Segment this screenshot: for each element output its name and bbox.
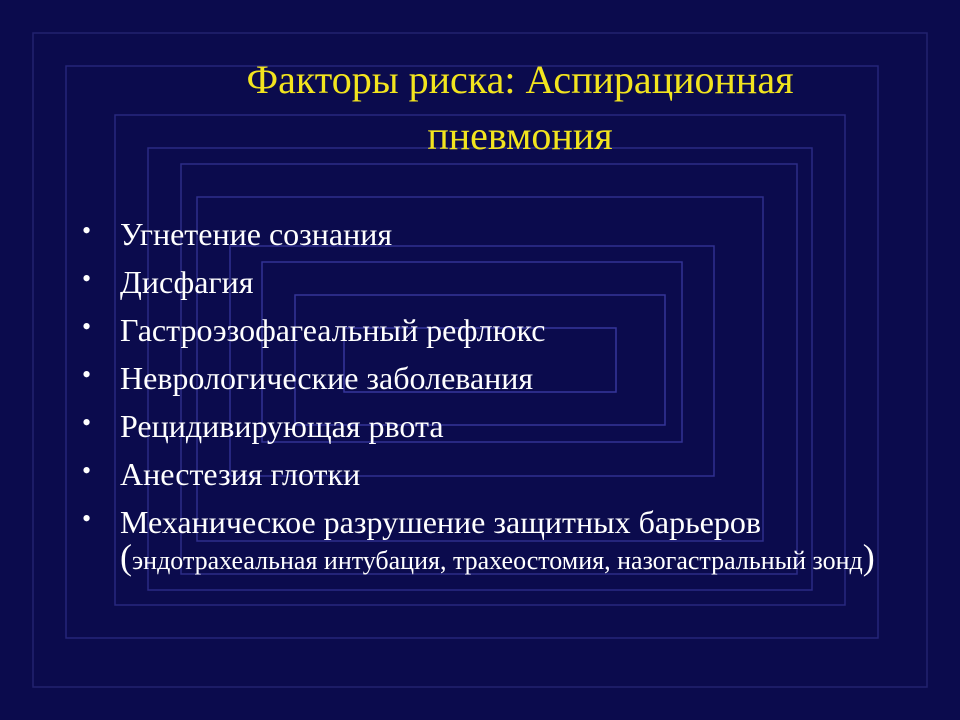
list-item	[78, 306, 918, 354]
list-item	[78, 354, 918, 402]
bullet-text: Рецидивирующая рвота	[120, 408, 444, 444]
bullet-text: Механическое разрушение защитных барьеров	[120, 504, 761, 540]
bullet-icon: •	[82, 408, 92, 437]
bullet-text: Гастроэзофагеальный рефлюкс	[120, 312, 546, 348]
bullet-icon: •	[82, 456, 92, 485]
note-open-paren: (	[120, 537, 132, 577]
bullet-icon: •	[82, 504, 92, 533]
bullet-icon: •	[82, 360, 92, 389]
list-item	[78, 210, 918, 258]
bullet-text: Дисфагия	[120, 264, 254, 300]
bullet-icon: •	[82, 216, 92, 245]
bullet-icon: •	[82, 264, 92, 293]
slide-title	[120, 52, 920, 164]
list-item	[78, 450, 918, 498]
title-line-1: Факторы риска: Аспирационная	[246, 57, 794, 102]
bullet-list	[78, 210, 918, 578]
title-line-2: пневмония	[427, 113, 613, 158]
note-close-paren: )	[862, 537, 875, 577]
bullet-text: Неврологические заболевания	[120, 360, 534, 396]
list-item	[78, 498, 918, 578]
list-item	[78, 402, 918, 450]
list-item	[78, 258, 918, 306]
bullet-text: Анестезия глотки	[120, 456, 361, 492]
bullet-note	[120, 537, 918, 578]
bullet-icon: •	[82, 312, 92, 341]
note-text: эндотрахеальная интубация, трахеостомия, назогастральный зонд	[132, 546, 863, 575]
bullet-text: Угнетение сознания	[120, 216, 393, 252]
